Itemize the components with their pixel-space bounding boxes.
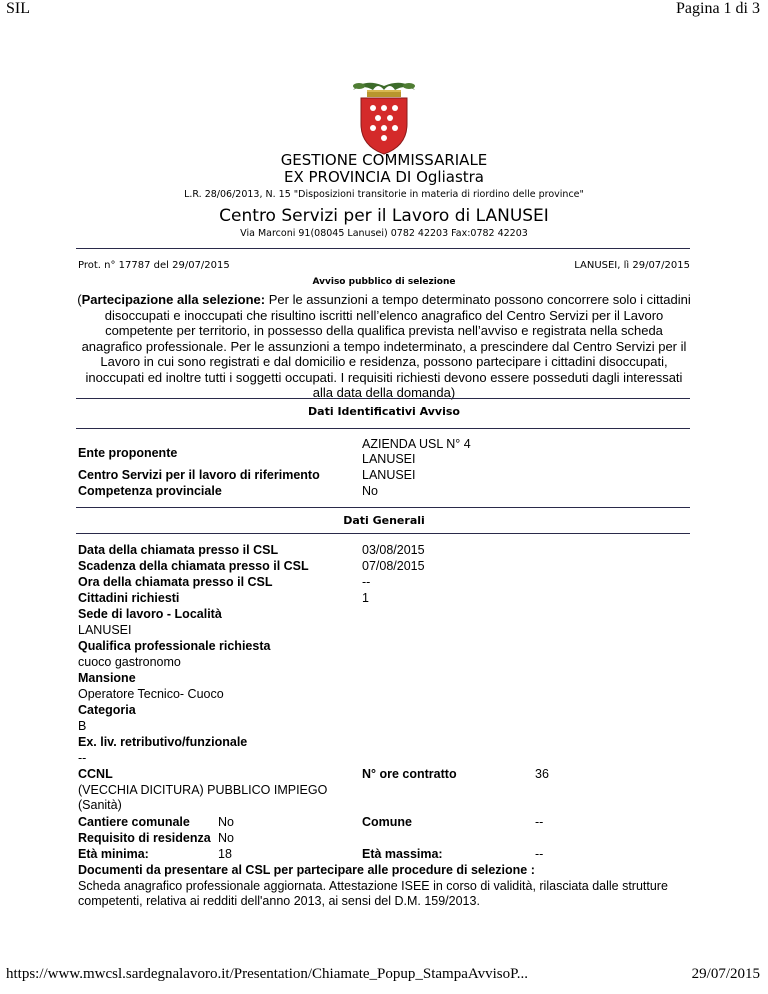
centre-address: Via Marconi 91(08045 Lanusei) 0782 42203 Fax:0782 42203 — [240, 228, 528, 239]
ente-value: AZIENDA USL N° 4 LANUSEI — [362, 437, 471, 466]
competenza-label: Competenza provinciale — [78, 484, 222, 498]
eta-max-label: Età massima: — [362, 847, 443, 861]
sede-value: LANUSEI — [78, 623, 132, 637]
cittadini-value: 1 — [362, 591, 369, 605]
divider — [76, 533, 690, 534]
centro-label: Centro Servizi per il lavoro di riferimento — [78, 468, 320, 482]
mansione-value: Operatore Tecnico- Cuoco — [78, 687, 224, 701]
categoria-label: Categoria — [78, 703, 136, 717]
eta-min-value: 18 — [218, 847, 232, 861]
crest-icon — [345, 76, 423, 156]
qualifica-label: Qualifica professionale richiesta — [78, 639, 271, 653]
documenti-value: Scheda anagrafico professionale aggiornata. Attestazione ISEE in corso di validità, rilasciata dalle strutture competenti, relativa ai redditi dell'anno 2013, ai sensi del D.M. 159/2013. — [78, 879, 668, 908]
divider — [76, 398, 690, 399]
comune-value: -- — [535, 815, 544, 829]
competenza-value: No — [362, 484, 378, 498]
law-reference: L.R. 28/06/2013, N. 15 "Disposizioni transitorie in materia di riordino delle province" — [184, 189, 584, 200]
comune-label: Comune — [362, 815, 412, 829]
eta-max-value: -- — [535, 847, 544, 861]
categoria-value: B — [78, 719, 87, 733]
scadenza-label: Scadenza della chiamata presso il CSL — [78, 559, 309, 573]
print-header-left: SIL — [6, 0, 30, 17]
print-footer-url: https://www.mwcsl.sardegnalavoro.it/Presentation/Chiamate_Popup_StampaAvvisoP... — [6, 966, 529, 982]
divider — [76, 428, 690, 429]
divider — [76, 248, 690, 249]
organization-title: GESTIONE COMMISSARIALE — [280, 151, 488, 169]
participation-label: Partecipazione alla selezione: — [81, 292, 266, 307]
residenza-value: No — [218, 831, 234, 845]
cantiere-label: Cantiere comunale — [78, 815, 190, 829]
livello-label: Ex. liv. retributivo/funzionale — [78, 735, 248, 749]
organization-subtitle: EX PROVINCIA DI Ogliastra — [283, 168, 485, 186]
cittadini-label: Cittadini richiesti — [78, 591, 180, 605]
print-footer-date: 29/07/2015 — [691, 966, 760, 982]
cantiere-value: No — [218, 815, 234, 829]
ore-value: 36 — [535, 767, 549, 781]
ente-label: Ente proponente — [78, 446, 178, 460]
centro-value: LANUSEI — [362, 468, 416, 482]
residenza-label: Requisito di residenza — [78, 831, 211, 845]
data-chiamata-value: 03/08/2015 — [362, 543, 425, 557]
divider — [76, 507, 690, 508]
eta-min-label: Età minima: — [78, 847, 149, 861]
sede-label: Sede di lavoro - Località — [78, 607, 222, 621]
livello-value: -- — [78, 751, 87, 765]
section-title-general: Dati Generali — [343, 514, 425, 527]
notice-type: Avviso pubblico di selezione — [312, 277, 456, 287]
scadenza-value: 07/08/2015 — [362, 559, 425, 573]
participation-notice: (Partecipazione alla selezione: Per le assunzioni a tempo determinato possono concorrere solo i cittadini disoccupati e inoccupati che risultino iscritti nell’elenco anagrafico del Centro Servizi per il Lavoro competente per territorio, in possesso della qualifica prevista nell’avviso e registrata nella scheda anagrafico professionale. Per le assunzioni a tempo indeterminato, a prescindere dal Centro Servizi per il Lavoro in cui sono registrati e dal domicilio e residenza, possono partecipare i cittadini disoccupati, inoccupati ed inoltre tutti i soggetti occupati. I requisiti richiesti devono essere posseduti dagli interessati alla data della domanda) — [77, 292, 691, 400]
ora-label: Ora della chiamata presso il CSL — [78, 575, 273, 589]
data-chiamata-label: Data della chiamata presso il CSL — [78, 543, 279, 557]
documenti-label: Documenti da presentare al CSL per partecipare alle procedure di selezione : — [78, 863, 535, 877]
ora-value: -- — [362, 575, 371, 589]
mansione-label: Mansione — [78, 671, 136, 685]
participation-text: Per le assunzioni a tempo determinato possono concorrere solo i cittadini disoccupati e inoccupati che risultino iscritti nell’elenco anagrafico del Centro Servizi per il Lavoro competente per territorio, in possesso della qualifica prevista nell’avviso e registrata nella scheda anagrafico professionale. Per le assunzioni a tempo indeterminato, a prescindere dal Centro Servizi per il Lavoro in cui sono registrati e dal domicilio e residenza, possono partecipare i cittadini disoccupati, inoccupati ed inoltre tutti i soggetti occupati. I requisiti richiesti devono essere posseduti dagli interessati alla data della domanda) — [81, 292, 691, 400]
centre-name: Centro Servizi per il Lavoro di LANUSEI — [219, 206, 549, 226]
print-header-page-number: Pagina 1 di 3 — [676, 0, 760, 17]
protocol-number: Prot. n° 17787 del 29/07/2015 — [78, 260, 230, 271]
ore-label: N° ore contratto — [362, 767, 457, 781]
place-date: LANUSEI, lì 29/07/2015 — [574, 260, 690, 271]
section-title-identification: Dati Identificativi Avviso — [308, 405, 460, 418]
qualifica-value: cuoco gastronomo — [78, 655, 181, 669]
ccnl-label: CCNL — [78, 767, 113, 781]
ccnl-value: (VECCHIA DICITURA) PUBBLICO IMPIEGO (Sanità) — [78, 783, 328, 812]
